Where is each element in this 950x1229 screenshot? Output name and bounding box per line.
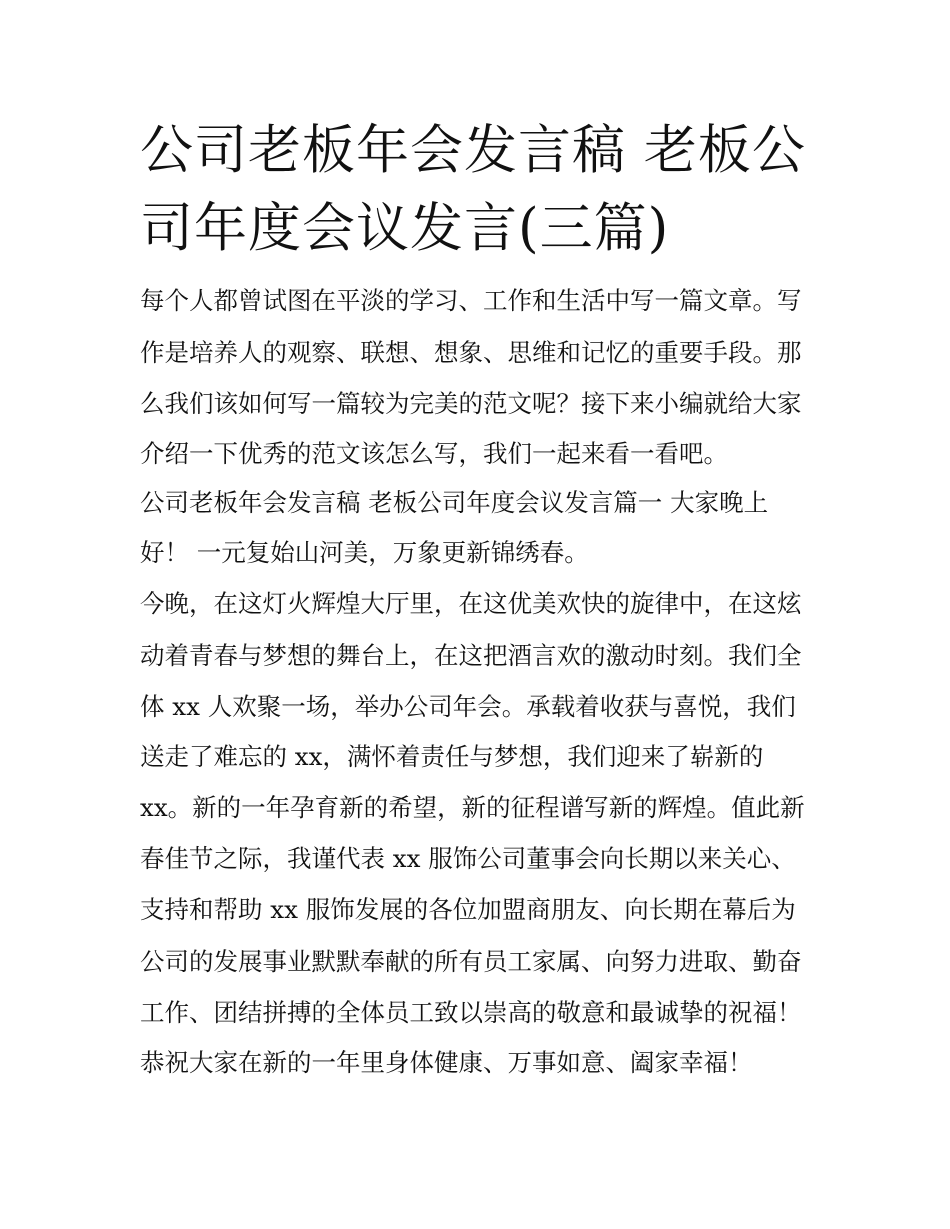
body-line: 支持和帮助 xx 服饰发展的各位加盟商朋友、向长期在幕后为 [140,895,796,924]
body-line: 好！ 一元复始山河美，万象更新锦绣春。 [140,538,589,567]
body-line: 公司的发展事业默默奉献的所有员工家属、向努力进取、勤奋 [140,947,802,976]
body-line: 么我们该如何写一篇较为完美的范文呢？接下来小编就给大家 [140,389,802,418]
body-line: 工作、团结拼搏的全体员工致以崇高的敬意和最诚挚的祝福！ [140,998,802,1027]
body-line: 作是培养人的观察、联想、想象、思维和记忆的重要手段。那 [140,338,802,367]
body-line: 每个人都曾试图在平淡的学习、工作和生活中写一篇文章。写 [140,286,802,315]
body-line: 春佳节之际，我谨代表 xx 服饰公司董事会向长期以来关心、 [140,844,796,873]
document-title: 公司老板年会发言稿 老板公司年度会议发言(三篇) [140,120,806,259]
body-line: 恭祝大家在新的一年里身体健康、万事如意、阖家幸福！ [140,1048,753,1077]
body-line: xx。新的一年孕育新的希望，新的征程谱写新的辉煌。值此新 [140,793,805,822]
body-line: 公司老板年会发言稿 老板公司年度会议发言篇一 大家晚上 [140,488,769,517]
body-line: 动着青春与梦想的舞台上，在这把酒言欢的激动时刻。我们全 [140,641,802,670]
body-line: 送走了难忘的 xx，满怀着责任与梦想，我们迎来了崭新的 [140,742,764,771]
body-line: 介绍一下优秀的范文该怎么写，我们一起来看一看吧。 [140,439,728,468]
body-line: 今晚，在这灯火辉煌大厅里，在这优美欢快的旋律中，在这炫 [140,589,802,618]
body-line: 体 xx 人欢聚一场，举办公司年会。承载着收获与喜悦，我们 [140,692,796,721]
